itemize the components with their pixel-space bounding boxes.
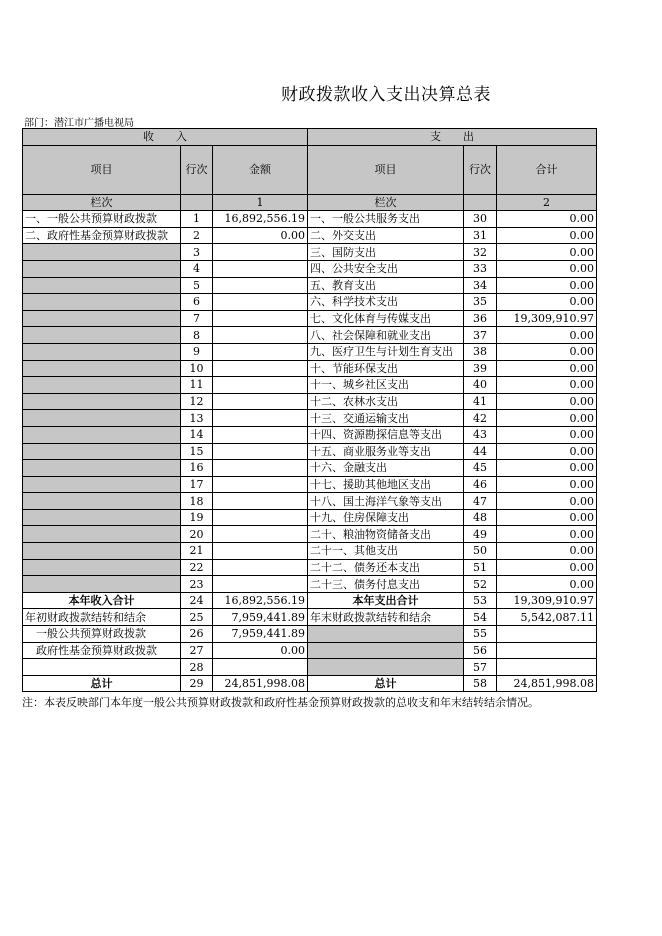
expense-item: 十二、农林水支出: [308, 393, 464, 410]
summary-expense-line: 56: [464, 642, 497, 659]
column-number-row: [23, 194, 597, 211]
expense-amount: 0.00: [497, 410, 597, 427]
expense-item: 一、一般公共服务支出: [308, 211, 464, 228]
table-row: [23, 343, 597, 360]
expense-amount: 0.00: [497, 526, 597, 543]
summary-expense-item: 总计: [308, 675, 464, 692]
income-amount: 0.00: [213, 227, 308, 244]
expense-amount: 0.00: [497, 227, 597, 244]
footnote: 注：本表反映部门本年度一般公共预算财政拨款和政府性基金预算财政拨款的总收支和年末结转结余情况。: [22, 696, 539, 709]
summary-income-item: 年初财政拨款结转和结余: [23, 609, 181, 626]
expense-item: 二十三、债务付息支出: [308, 576, 464, 593]
expense-item: 七、文化体育与传媒支出: [308, 310, 464, 327]
summary-expense-amount: 5,542,087.11: [497, 609, 597, 626]
header-item: 项目: [23, 145, 181, 194]
header-amount: 金额: [213, 145, 308, 194]
expense-line: 52: [464, 576, 497, 593]
income-amount: [213, 460, 308, 477]
expense-item: 二、外交支出: [308, 227, 464, 244]
income-amount: 16,892,556.19: [213, 211, 308, 228]
page-title: 财政拨款收入支出决算总表: [281, 85, 491, 105]
income-line: 19: [181, 509, 213, 526]
expense-item: 二十、粮油物资储备支出: [308, 526, 464, 543]
column-header-row: [23, 145, 597, 194]
expense-line: 47: [464, 493, 497, 510]
expense-item: 十八、国土海洋气象等支出: [308, 493, 464, 510]
expense-item: 九、医疗卫生与计划生育支出: [308, 343, 464, 360]
expense-item: 五、教育支出: [308, 277, 464, 294]
income-line: 20: [181, 526, 213, 543]
income-item: [23, 277, 181, 294]
table-row: [23, 227, 597, 244]
summary-income-item: 本年收入合计: [23, 592, 181, 609]
expense-line: 49: [464, 526, 497, 543]
table-row: [23, 543, 597, 560]
income-line: 8: [181, 327, 213, 344]
expense-line: 45: [464, 460, 497, 477]
summary-row: [23, 626, 597, 643]
summary-income-item: 政府性基金预算财政拨款: [23, 642, 181, 659]
expense-item: 十七、援助其他地区支出: [308, 476, 464, 493]
expense-line: 39: [464, 360, 497, 377]
expense-item: 二十一、其他支出: [308, 543, 464, 560]
income-item: [23, 393, 181, 410]
summary-income-line: 25: [181, 609, 213, 626]
summary-expense-amount: 24,851,998.08: [497, 675, 597, 692]
summary-expense-item: [308, 642, 464, 659]
expense-item: 十三、交通运输支出: [308, 410, 464, 427]
income-item: [23, 460, 181, 477]
expense-item: 十五、商业服务业等支出: [308, 443, 464, 460]
expense-item: 八、社会保障和就业支出: [308, 327, 464, 344]
income-amount: [213, 543, 308, 560]
summary-income-line: 29: [181, 675, 213, 692]
summary-income-line: 24: [181, 592, 213, 609]
expense-amount: 0.00: [497, 244, 597, 261]
income-item: [23, 559, 181, 576]
income-line: 21: [181, 543, 213, 560]
summary-income-amount: 24,851,998.08: [213, 675, 308, 692]
expense-amount: 0.00: [497, 426, 597, 443]
income-line: 11: [181, 377, 213, 394]
summary-income-item: 一般公共预算财政拨款: [23, 626, 181, 643]
summary-row: [23, 609, 597, 626]
income-item: [23, 294, 181, 311]
income-amount: [213, 526, 308, 543]
header-total: 合计: [497, 145, 597, 194]
expense-line: 48: [464, 509, 497, 526]
expense-item: 二十二、债务还本支出: [308, 559, 464, 576]
summary-income-line: 26: [181, 626, 213, 643]
summary-row: [23, 642, 597, 659]
summary-expense-line: 55: [464, 626, 497, 643]
income-line: 23: [181, 576, 213, 593]
table-row: [23, 294, 597, 311]
expense-line: 32: [464, 244, 497, 261]
column-line-blank: [181, 194, 213, 211]
income-amount: [213, 360, 308, 377]
table-row: [23, 310, 597, 327]
section-header-row: [23, 129, 597, 146]
column-number-right: 2: [497, 194, 597, 211]
summary-income-line: 28: [181, 659, 213, 676]
income-item: [23, 244, 181, 261]
income-amount: [213, 509, 308, 526]
summary-expense-amount: [497, 626, 597, 643]
column-line-blank-2: [464, 194, 497, 211]
summary-income-amount: 16,892,556.19: [213, 592, 308, 609]
income-amount: [213, 393, 308, 410]
expense-item: 十九、住房保障支出: [308, 509, 464, 526]
income-item: [23, 493, 181, 510]
table-row: [23, 410, 597, 427]
income-line: 12: [181, 393, 213, 410]
expense-amount: 0.00: [497, 377, 597, 394]
summary-expense-item: 本年支出合计: [308, 592, 464, 609]
table-row: [23, 426, 597, 443]
income-amount: [213, 244, 308, 261]
summary-income-amount: 0.00: [213, 642, 308, 659]
table-row: [23, 526, 597, 543]
expense-line: 50: [464, 543, 497, 560]
table-row: [23, 576, 597, 593]
income-line: 13: [181, 410, 213, 427]
income-item: [23, 443, 181, 460]
expense-line: 34: [464, 277, 497, 294]
summary-expense-item: [308, 659, 464, 676]
column-label-left: 栏次: [23, 194, 181, 211]
department-label: 部门：潜江市广播电视局: [24, 118, 134, 129]
expense-section-header: 支 出: [308, 129, 597, 146]
summary-expense-item: [308, 626, 464, 643]
expense-amount: 0.00: [497, 443, 597, 460]
summary-income-line: 27: [181, 642, 213, 659]
expense-amount: 0.00: [497, 260, 597, 277]
income-item: [23, 377, 181, 394]
table-row: [23, 327, 597, 344]
income-amount: [213, 493, 308, 510]
expense-line: 38: [464, 343, 497, 360]
income-item: [23, 526, 181, 543]
table-row: [23, 360, 597, 377]
summary-income-amount: 7,959,441.89: [213, 626, 308, 643]
expense-line: 36: [464, 310, 497, 327]
table-row: [23, 244, 597, 261]
income-amount: [213, 294, 308, 311]
summary-income-item: [23, 659, 181, 676]
expense-amount: 0.00: [497, 343, 597, 360]
income-item: [23, 310, 181, 327]
expense-line: 35: [464, 294, 497, 311]
table-row: [23, 476, 597, 493]
expense-amount: 19,309,910.97: [497, 310, 597, 327]
summary-row: [23, 675, 597, 692]
income-line: 10: [181, 360, 213, 377]
income-item: [23, 476, 181, 493]
income-amount: [213, 327, 308, 344]
table-row: [23, 211, 597, 228]
income-amount: [213, 260, 308, 277]
summary-income-amount: 7,959,441.89: [213, 609, 308, 626]
income-line: 7: [181, 310, 213, 327]
income-line: 17: [181, 476, 213, 493]
expense-item: 四、公共安全支出: [308, 260, 464, 277]
table-row: [23, 460, 597, 477]
summary-row: [23, 659, 597, 676]
expense-amount: 0.00: [497, 327, 597, 344]
table-row: [23, 559, 597, 576]
income-item: [23, 343, 181, 360]
expense-line: 51: [464, 559, 497, 576]
table-row: [23, 493, 597, 510]
income-amount: [213, 476, 308, 493]
income-item: [23, 410, 181, 427]
income-item: [23, 543, 181, 560]
income-amount: [213, 426, 308, 443]
table-row: [23, 393, 597, 410]
column-label-right: 栏次: [308, 194, 464, 211]
column-number-left: 1: [213, 194, 308, 211]
income-item: [23, 327, 181, 344]
table-row: [23, 277, 597, 294]
expense-line: 37: [464, 327, 497, 344]
expense-amount: 0.00: [497, 493, 597, 510]
expense-amount: 0.00: [497, 277, 597, 294]
expense-line: 31: [464, 227, 497, 244]
income-line: 9: [181, 343, 213, 360]
income-item: 一、一般公共预算财政拨款: [23, 211, 181, 228]
income-item: [23, 426, 181, 443]
expense-amount: 0.00: [497, 543, 597, 560]
expense-item: 十六、金融支出: [308, 460, 464, 477]
expense-amount: 0.00: [497, 360, 597, 377]
summary-expense-item: 年末财政拨款结转和结余: [308, 609, 464, 626]
expense-line: 30: [464, 211, 497, 228]
income-amount: [213, 310, 308, 327]
table-row: [23, 377, 597, 394]
income-line: 5: [181, 277, 213, 294]
income-section-header: 收 入: [23, 129, 308, 146]
income-line: 16: [181, 460, 213, 477]
header-line-2: 行次: [464, 145, 497, 194]
income-line: 3: [181, 244, 213, 261]
expense-line: 43: [464, 426, 497, 443]
income-amount: [213, 559, 308, 576]
expense-line: 44: [464, 443, 497, 460]
expense-item: 十、节能环保支出: [308, 360, 464, 377]
summary-expense-line: 53: [464, 592, 497, 609]
income-amount: [213, 443, 308, 460]
expense-amount: 0.00: [497, 393, 597, 410]
income-line: 6: [181, 294, 213, 311]
expense-item: 三、国防支出: [308, 244, 464, 261]
income-line: 18: [181, 493, 213, 510]
financial-table: [22, 128, 597, 692]
income-item: [23, 509, 181, 526]
summary-expense-amount: [497, 659, 597, 676]
expense-line: 33: [464, 260, 497, 277]
income-amount: [213, 277, 308, 294]
header-item-2: 项目: [308, 145, 464, 194]
expense-amount: 0.00: [497, 559, 597, 576]
income-line: 15: [181, 443, 213, 460]
income-line: 4: [181, 260, 213, 277]
summary-row: [23, 592, 597, 609]
expense-item: 十一、城乡社区支出: [308, 377, 464, 394]
expense-amount: 0.00: [497, 476, 597, 493]
income-item: [23, 260, 181, 277]
summary-expense-line: 54: [464, 609, 497, 626]
summary-income-item: 总计: [23, 675, 181, 692]
table-row: [23, 443, 597, 460]
income-amount: [213, 377, 308, 394]
summary-expense-amount: [497, 642, 597, 659]
income-amount: [213, 410, 308, 427]
expense-line: 40: [464, 377, 497, 394]
expense-line: 42: [464, 410, 497, 427]
income-amount: [213, 576, 308, 593]
income-line: 1: [181, 211, 213, 228]
expense-amount: 0.00: [497, 576, 597, 593]
income-amount: [213, 343, 308, 360]
table-row: [23, 509, 597, 526]
expense-amount: 0.00: [497, 509, 597, 526]
expense-item: 六、科学技术支出: [308, 294, 464, 311]
expense-amount: 0.00: [497, 294, 597, 311]
income-line: 14: [181, 426, 213, 443]
income-item: 二、政府性基金预算财政拨款: [23, 227, 181, 244]
expense-line: 46: [464, 476, 497, 493]
table-row: [23, 260, 597, 277]
summary-expense-line: 58: [464, 675, 497, 692]
summary-income-amount: [213, 659, 308, 676]
summary-expense-amount: 19,309,910.97: [497, 592, 597, 609]
expense-line: 41: [464, 393, 497, 410]
income-line: 2: [181, 227, 213, 244]
expense-amount: 0.00: [497, 211, 597, 228]
summary-expense-line: 57: [464, 659, 497, 676]
income-item: [23, 360, 181, 377]
income-line: 22: [181, 559, 213, 576]
income-item: [23, 576, 181, 593]
header-line: 行次: [181, 145, 213, 194]
expense-item: 十四、资源勘探信息等支出: [308, 426, 464, 443]
expense-amount: 0.00: [497, 460, 597, 477]
